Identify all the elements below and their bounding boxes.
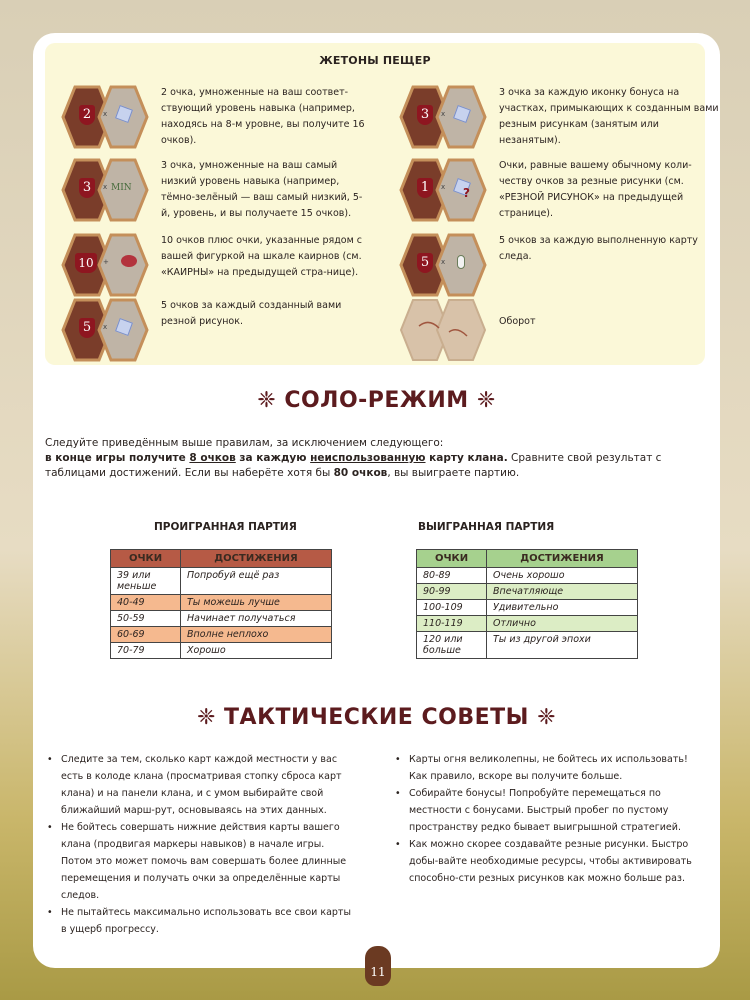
cave-tokens-title: ЖЕТОНЫ ПЕЩЕР — [319, 54, 431, 67]
cave-tile-icon — [399, 233, 493, 297]
row-points: 90-99 — [417, 584, 487, 600]
solo-intro-line2 — [45, 451, 685, 481]
row-achievement: Впечатляюще — [487, 584, 638, 600]
tip-item: • Как можно скорее создавайте резные рисунки. Быстро добы-вайте необходимые ресурсы, чтобы активировать способно-сти резных рисунков как можно больше раз. — [395, 836, 707, 887]
cave-tile-icon — [61, 298, 155, 362]
table-row — [111, 611, 332, 627]
table-row — [417, 616, 638, 632]
multiply-icon: x — [103, 110, 108, 118]
cave-tokens-box — [45, 43, 719, 365]
cave-item — [383, 85, 719, 157]
token-value: 2 — [79, 105, 95, 125]
cave-item-text: Очки, равные вашему обычному коли-честву очков за резные рисунки (см. «РЕЗНОЙ РИСУНОК» на предыдущей странице). — [499, 160, 692, 219]
row-achievement: Очень хорошо — [487, 568, 638, 584]
cave-tile-icon — [61, 85, 155, 149]
tips-left-list — [47, 751, 353, 938]
won-table-title: ВЫИГРАННАЯ ПАРТИЯ — [418, 521, 555, 533]
multiply-icon: x — [441, 258, 446, 266]
table-row — [111, 595, 332, 611]
cave-tile-icon — [61, 158, 155, 222]
lost-table — [110, 549, 332, 659]
intro-bold-8: 8 очков — [189, 452, 236, 464]
intro-bold-a: в конце игры получите — [45, 452, 190, 464]
tips-right-list — [395, 751, 707, 887]
intro-bold-80: 80 очков — [333, 467, 388, 479]
row-points: 70-79 — [111, 643, 181, 659]
cave-item-text: 5 очков за каждый созданный вами резной рисунок. — [161, 300, 342, 327]
table-row — [111, 627, 332, 643]
row-achievement: Попробуй ещё раз — [181, 568, 332, 595]
solo-intro — [45, 436, 685, 481]
token-value: 3 — [79, 178, 95, 198]
cave-tile-back-icon — [399, 298, 493, 362]
cave-tile-icon — [61, 233, 155, 297]
won-col-points: ОЧКИ — [417, 550, 487, 568]
multiply-icon: x — [441, 110, 446, 118]
tip-item: • Собирайте бонусы! Попробуйте перемещаться по местности с бонусами. Быстрый пробег по пустому пространству редко бывает выигрышной стратегией. — [395, 785, 707, 836]
row-achievement: Хорошо — [181, 643, 332, 659]
intro-text-h: , вы выиграете партию. — [387, 467, 520, 479]
won-col-achievements: ДОСТИЖЕНИЯ — [487, 550, 638, 568]
intro-bold-e: карту клана. — [425, 452, 508, 464]
row-achievement: Начинает получаться — [181, 611, 332, 627]
row-points: 80-89 — [417, 568, 487, 584]
cave-item — [383, 298, 683, 370]
tips-heading: ❈ ТАКТИЧЕСКИЕ СОВЕТЫ ❈ — [196, 705, 557, 730]
min-skill-icon: MIN — [111, 183, 132, 193]
table-row — [417, 584, 638, 600]
cave-item — [45, 158, 363, 230]
cave-item-text: Оборот — [499, 316, 536, 327]
lost-table-title: ПРОИГРАННАЯ ПАРТИЯ — [154, 521, 297, 533]
row-achievement: Ты можешь лучше — [181, 595, 332, 611]
row-points: 60-69 — [111, 627, 181, 643]
multiply-icon: x — [103, 183, 108, 191]
intro-text-f: Сравните свой результат с таблицами достижений. Если вы наберёте хотя бы — [45, 452, 662, 479]
table-row — [111, 643, 332, 659]
page-number: 11 — [365, 946, 391, 986]
tip-item: • Не бойтесь совершать нижние действия карты вашего клана (продвигая маркеры навыков) в начале игры. Потом это может помочь вам совершать более длинные перемещения и получать очки за определённые карты следов. — [47, 819, 353, 904]
cave-item-text: 10 очков плюс очки, указанные рядом с вашей фигуркой на шкале каирнов (см. «КАИРНЫ» на предыдущей стра-нице). — [161, 235, 362, 278]
row-achievement: Вполне неплохо — [181, 627, 332, 643]
row-achievement: Удивительно — [487, 600, 638, 616]
row-achievement: Отлично — [487, 616, 638, 632]
row-points: 50-59 — [111, 611, 181, 627]
cave-item — [45, 85, 365, 157]
cave-item-text: 3 очка за каждую иконку бонуса на участках, примыкающих к созданным вами резным рисункам (занятым или незанятым). — [499, 87, 719, 146]
table-row — [417, 600, 638, 616]
row-points: 39 или меньше — [111, 568, 181, 595]
intro-bold-c: за каждую — [235, 452, 311, 464]
cave-item-text: 2 очка, умноженные на ваш соответ-ствующий уровень навыка (например, находясь на 8-м уровне, вы получите 16 очков). — [161, 87, 365, 146]
lost-col-points: ОЧКИ — [111, 550, 181, 568]
table-row — [111, 568, 332, 595]
token-value: 5 — [417, 253, 433, 273]
cave-item-text: 3 очка, умноженные на ваш самый низкий уровень навыка (например, тёмно-зелёный — ваш самый низкий, 5-й, уровень, и вы получаете 15 очков). — [161, 160, 363, 219]
token-value: 3 — [417, 105, 433, 125]
question-icon: ? — [463, 186, 470, 200]
row-points: 40-49 — [111, 595, 181, 611]
table-row — [417, 568, 638, 584]
page — [33, 33, 720, 979]
table-row — [417, 632, 638, 659]
tip-item: • Карты огня великолепны, не бойтесь их использовать! Как правило, вскоре вы получите больше. — [395, 751, 707, 785]
tip-item: • Не пытайтесь максимально использовать все свои карты в ущерб прогрессу. — [47, 904, 353, 938]
token-value: 5 — [79, 318, 95, 338]
row-achievement: Ты из другой эпохи — [487, 632, 638, 659]
token-value: 10 — [75, 253, 97, 273]
multiply-icon: x — [441, 183, 446, 191]
token-value: 1 — [417, 178, 433, 198]
won-table — [416, 549, 638, 659]
cave-tile-icon — [399, 85, 493, 149]
footprint-icon — [457, 255, 465, 269]
cave-tile-icon — [399, 158, 493, 222]
solo-heading: ❈ СОЛО-РЕЖИМ ❈ — [257, 388, 496, 413]
cave-item — [45, 233, 362, 305]
cave-item — [45, 298, 345, 370]
intro-bold-unused: неиспользованную — [310, 452, 426, 464]
cairn-icon — [121, 255, 137, 267]
row-points: 100-109 — [417, 600, 487, 616]
cave-item — [383, 158, 692, 230]
row-points: 110-119 — [417, 616, 487, 632]
cave-item — [383, 233, 698, 305]
multiply-icon: x — [103, 323, 108, 331]
plus-icon: + — [103, 258, 109, 266]
cave-item-text: 5 очков за каждую выполненную карту следа. — [499, 235, 698, 262]
row-points: 120 или больше — [417, 632, 487, 659]
solo-intro-line1: Следуйте приведённым выше правилам, за исключением следующего: — [45, 437, 444, 449]
lost-col-achievements: ДОСТИЖЕНИЯ — [181, 550, 332, 568]
tip-item: • Следите за тем, сколько карт каждой местности у вас есть в колоде клана (просматривая стопку сброса карт клана) и на панели клана, и с умом выбирайте свой ближайший марш-рут, основываясь на этих данных. — [47, 751, 353, 819]
